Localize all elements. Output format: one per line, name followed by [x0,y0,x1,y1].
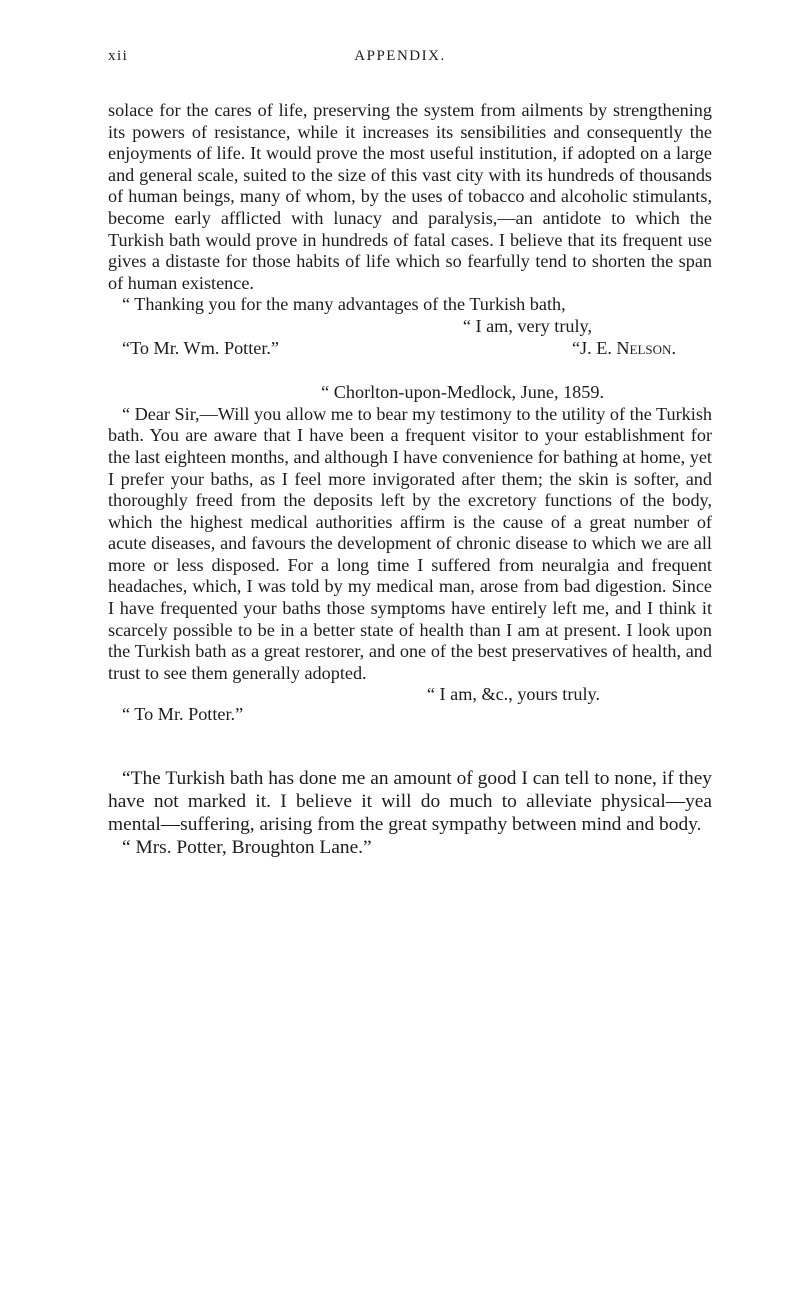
letter-3 [108,767,712,859]
letter-2-closing: “ I am, &c., yours truly. [426,684,600,705]
letter-2-place-date: “ Chorlton-upon-Medlock, June, 1859. [321,382,604,403]
letter-2-body: “ Dear Sir,—Will you allow me to bear my testimony to the utility of the Turkish bath. You are aware that I have been a frequent visitor to your establishment for the last eighteen months, and although I have convenience for bathing at home, yet I prefer your baths, as I feel more invigorated after them; the skin is softer, and thoroughly freed from the deposits left by the excretory functions of the body, which the highest medical authorities affirm is the cause of a great number of acute diseases, and favours the development of chronic disease to which we are all more or less disposed. For a long time I suffered from neuralgia and frequent headaches, which, I was told by my medical man, arose from bad digestion. Since I have frequented your baths those symptoms have entirely left me, and I think it scarcely possible to be in a better state of health than I am at present. I look upon the Turkish bath as a great restorer, and one of the best preservatives of health, and trust to see them generally adopted. [108,403,712,683]
letter-1-body: solace for the cares of life, preserving the system from ailments by strengthening its powers of resistance, while it increases its sensibilities and consequently the enjoyments of life. It would prove the most useful institution, if adopted on a large and general scale, suited to the size of this vast city with its hundreds of thousands of human beings, many of whom, by the uses of tobacco and alcoholic stimulants, become early afflicted with lunacy and paralysis,—an antidote to which the Turkish bath would prove in hundreds of fatal cases. I believe that its frequent use gives a distaste for those habits of life which so fearfully tend to shorten the span of human existence. [108,100,712,293]
spacer [108,359,712,382]
letter-3-signature: “ Mrs. Potter, Broughton Lane.” [122,836,372,858]
spacer [108,726,712,767]
running-head [0,48,800,72]
letter-1-thanks: “ Thanking you for the many advantages of the Turkish bath, [122,294,566,315]
page-number: xii [108,48,129,64]
letter-2-recipient: “ To Mr. Potter.” [122,704,244,725]
running-title: APPENDIX. [354,48,446,64]
letter-1-signature: “J. E. Nelson. [571,337,676,358]
text-block [108,100,712,859]
letter-1-closing: “ I am, very truly, [462,315,592,336]
letter-1-sign-row [108,338,712,360]
letter-1-recipient: “To Mr. Wm. Potter.” [122,337,280,358]
letter-3-body: “The Turkish bath has done me an amount of good I can tell to none, if they have not marked it. I believe it will do much to alleviate physical—yea mental—suffering, arising from the great sympathy between mind and body. [108,767,712,835]
